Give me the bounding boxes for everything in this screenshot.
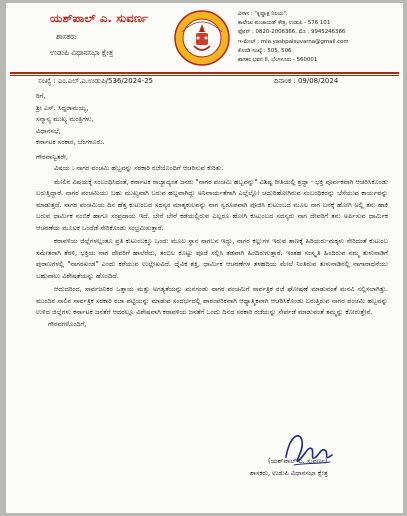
email-line: ಇ-ಮೇಲ್ : mla.yashpalsuvarna@gmail.com	[238, 38, 349, 45]
letterhead-identity	[50, 11, 170, 58]
address-line: ವಿಳಾಸ : "ಕೃಷ್ಣಾಕ್ಷ ನಿಲಯ",	[238, 11, 288, 17]
body-paragraph: ಮೇಲಿನ ವಿಷಯಕ್ಕೆ ಸಂಬಂಧಿಸಿದಂತೆ, ಕರ್ನಾಟಕ ರಾಜ್ಯಾದ್ಯಂತ ಜನರು "ನಾಗರ ಪಂಚಮಿ ಹಬ್ಬವನ್ನು" ವಿಶಿಷ್ಟ ರೀತಿಯಲ್ಲಿ ಶ್ರದ್ಧಾ - ಭಕ್ತಿ ಪೂರ್ವಕವಾಗಿ ಆಚರಿಸಿಕೊಂಡು ಬರುತ್ತಿದ್ದಾರೆ. ನಾಗರ ಪಂಚಮಿಯು ಬಹು ಮುಖ್ಯವಾಗಿ ಬರುವ ಹಬ್ಬವಾಗಿದ್ದು ಅನಿವಾರ್ಯತೆಗಾಗಿ ಎಲ್ಲೆಲ್ಲೋ ಚದುರಿಹೋಗಿರುವ ಸಂಬಂಧಿಕರನ್ನು ಬೆಸೆಯುವ ಕಾರ್ಯವನ್ನು ಮಾಡುತ್ತದೆ. ನಾಗರ ಪಂಚಮಿಯ ದಿನ ಹೆತ್ತ ಕುಟುಂಬದ ಸದಸ್ಯರ ಮಾತೃಕುಲವನ್ನು ನಾಗ ಸ್ವರೂಪವಾಗಿ ಪೂಜಿಸಿ ಕುಟುಂಬದ ಮೂಲ ನಾಗ ಬನಕ್ಕೆ ಹೋಗಿ ಅಲ್ಲಿ ತನು ಹಾಕಿ ಬರುವ ಧಾರ್ಮಿಕ ನಂಬಿಕೆ ಹಾಗೂ ಸಂಪ್ರದಾಯ ಇದೆ. ಬೇರೆ ಬೇರೆ ಕಡೆಯಲ್ಲಿರುವ ಎಲ್ಲರೂ ಹೋಗಿ ಕುಟುಂಬದ ಸದಸ್ಯರು ನಾಗ ದೇವರಿಗೆ ತನು ಅರ್ಪಿಸುವ ಧಾರ್ಮಿಕ ಆಚರಣೆಯ ಮೂಲಕ ಒಂದೆಡೆ ಸೇರಿಕೊಂಡು ಸಂಭ್ರಮಿಸುತ್ತಾರೆ.	[36, 177, 388, 232]
header-divider-thin	[10, 75, 399, 76]
reference-number: ಸಂಖ್ಯೆ : ಎಂ.ಎಲ್.ಎ.ಉಡುಪಿ/536/2024-25	[38, 77, 154, 85]
mla-name: ಯಶ್‌ಪಾಲ್ ಎ. ಸುವರ್ಣ	[50, 11, 149, 25]
address-line: ಕಾಲೇಜು ಪಂಚಾಯತ್ ಕೇತ್ರ, ಉಡುಪಿ - 576 101	[238, 20, 331, 27]
closing-line: ಗೌರವಗಳೊಂದಿಗೆ,	[48, 319, 87, 328]
letter-body	[36, 91, 388, 330]
bhavan-line: ಶಾಸಕರ ಭವನ II, ಬೆಂಗಳೂರು - 560001	[238, 57, 318, 64]
recipient-line: ಕರ್ನಾಟಕ ಸರಕಾರ, ಬೆಂಗಳೂರು.	[36, 138, 105, 146]
letter-date: ದಿನಾಂಕ : 09/08/2024	[274, 77, 339, 85]
signature-block	[250, 457, 400, 478]
recipient-line: ವಿಧಾನಸಭೆ,	[36, 126, 61, 135]
mla-role: ಶಾಸಕರು	[56, 32, 77, 41]
letter-page	[6, 3, 403, 513]
signatory-name: (ಯಶ್‌ಪಾಲ್ ಎ. ಸುವರ್ಣ)	[268, 457, 328, 465]
karnataka-emblem-icon	[174, 10, 230, 66]
header-divider	[10, 72, 399, 74]
subject-line: ವಿಷಯ : ನಾಗರ ಪಂಚಮಿ ಹಬ್ಬವನ್ನು ಸರಕಾರಿ ರಜೆಯೊಂದಿಗೆ ಆಚರಿಸುವ ಕುರಿತು.	[54, 164, 224, 172]
phone-line: ಫೋನ್ : 0820-2006366, ಮೊ : 9945246366	[238, 29, 346, 36]
signatory-title: ಶಾಸಕರು, ಉಡುಪಿ ವಿಧಾನಸಭಾ ಕ್ಷೇತ್ರ	[250, 469, 328, 477]
body-paragraph: ಕರಾವಳಿಯ ಜಿಲ್ಲೆಗಳಲ್ಲಂತೂ ಪ್ರತಿ ಕುಟುಂಬಕ್ಕೂ ಒಂದು ಮೂಲ ಸ್ಥಾನ ನಾಗಬನ ಇದ್ದು, ನಾಗರ ಕಲ್ಲುಗಳ ಇರುವ ತಾಣಕ್ಕೆ ಹಿರಿಯರು-ಮಕ್ಕಳು ಸೇರಿದಂತೆ ಕುಟುಂಬ ಸಮೇತರಾಗಿ ತೆರಳಿ, ಭಕ್ತಿಯ ನಾಗ ದೇವರಿಗೆ ಹಾಲೆರೆದು, ತಂಬಿಲ ಕೊಟ್ಟು ಪೂಜೆ ಸಲ್ಲಿಸಿ ತಡವಾಗಿ ಹಿಂದಿರುಗುತ್ತಾರೆ. ಇಂತಹ ಸಂಸ್ಕೃತಿ ಹಿಂದಿರುವ ನಮ್ಮ ತುಳುನಾಡಿಗೆ ಪುರಾಣಗಳಲ್ಲಿ "ನಾಗರಖಂಡ" ಎಂದು ಕರೆಯುವ ಉಲ್ಲೇಖವಿದೆ. ದೈವಿಕ ಶಕ್ತಿ, ಧಾರ್ಮಿಕ ಆಚರಣೆಗಳ ತಳಹದಿಯ ಮೇಲೆ ನಿಂತಿರುವ ತುಳುನಾಡಿನಲ್ಲಿ ನಾಗಾರಾಧನೆಯು ಬಹುಪಾಲು ವಿಶೇಷತೆಯನ್ನು ಹೊಂದಿದೆ.	[36, 237, 388, 280]
recipient-address	[36, 103, 388, 149]
recipient-line: ಶ್ರೀ ಎಸ್. ಸಿದ್ದರಾಮಯ್ಯ,	[36, 103, 89, 112]
to-label: ರಿಗೆ,	[36, 92, 46, 100]
letterhead-contact	[238, 10, 400, 65]
body-paragraph: ಆದುದರಿಂದ, ಸಾರ್ವಜನಿಕರ ಒತ್ತಾಯ ಮತ್ತು ಅಗತ್ಯತೆಯನ್ನು ಮನಗಂಡು ನಾಗರ ಪಂಚಮಿಗೆ ಸಾರ್ವತ್ರಿಕ ರಜೆ ಘೋಷಣೆ ಮಾಡುವಂತೆ ಮನವಿ ಸಲ್ಲಿಸಲಾಗಿತ್ತು. ಮುಂದಿನ ಸಾಲಿನ ಸಾರ್ವತ್ರಿಕ ಸರಕಾರಿ ರಜಾ ಪಟ್ಟಿಯನ್ನು ಮಾಡುವ ಸಂದರ್ಭದಲ್ಲಿ ಪಾರಂಪರಿಕವಾಗಿ ಆಧ್ಯಾತ್ಮಿಕವಾಗಿ ಆಚರಿಸಿಕೊಂಡು ಬರುತ್ತಿರುವ ನಾಗರ ಪಂಚಮಿ ಹಬ್ಬವನ್ನು ಉಳಿದ ಜಿಲ್ಲೆಗಳು ಕರ್ನಾಟಕ ಜನತೆಗೆ ಆದರಲ್ಲೂ ವಿಶೇಷವಾಗಿ ಕರಾವಳಿಯ ಜನತೆಗೆ ಒಂದು ದಿನದ ಸರಕಾರಿ ರಜೆಯನ್ನು ಸೇರ್ಪಡೆ ಮಾಡುವಂತೆ ತಮ್ಮನ್ನು ಕೋರುತ್ತೇನೆ.	[36, 285, 388, 316]
salutation: ಗೌರವಾನ್ವಿತರೇ,	[36, 152, 69, 161]
mla-constituency: ಉಡುಪಿ ವಿಧಾನಸಭಾ ಕ್ಷೇತ್ರ	[50, 48, 114, 57]
recipient-line: ಸನ್ಮಾನ್ಯ ಮುಖ್ಯ ಮಂತ್ರಿಗಳು,	[36, 115, 94, 123]
room-line: ಕೊಠಡಿ ಸಂಖ್ಯೆ : 505, 506	[238, 47, 292, 54]
